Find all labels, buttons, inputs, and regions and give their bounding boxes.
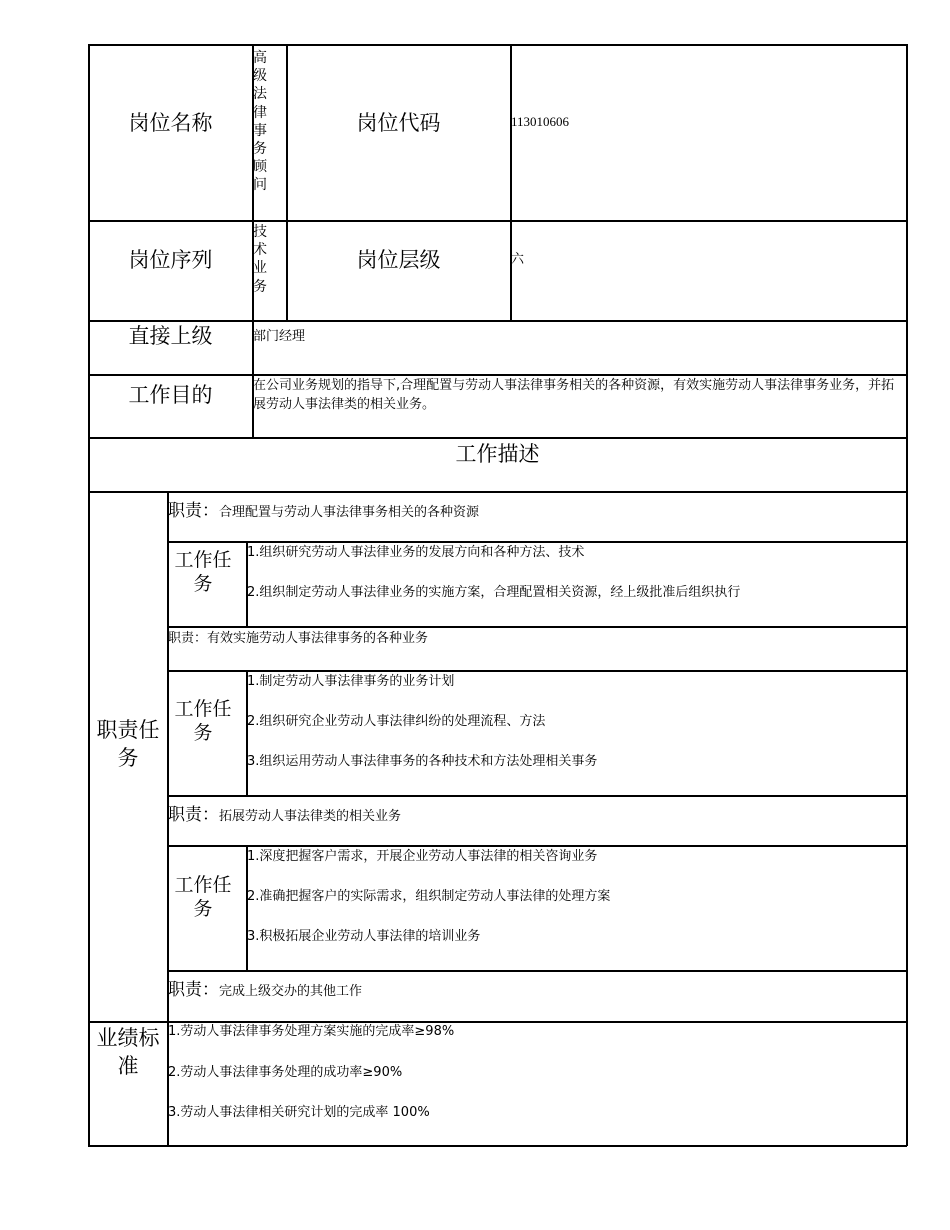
duty-title bbox=[168, 975, 362, 1001]
superior-value: 部门经理 bbox=[253, 329, 306, 344]
position-level-value: 六 bbox=[511, 252, 525, 267]
performance-item: 3.劳动人事法律相关研究计划的完成率 100% bbox=[168, 1105, 430, 1120]
grid-line bbox=[906, 44, 908, 1146]
duty-title bbox=[168, 627, 428, 648]
task-item: 2.组织制定劳动人事法律业务的实施方案，合理配置相关资源，经上级批准后组织执行 bbox=[247, 585, 741, 600]
duty-title bbox=[168, 800, 401, 826]
position-series-label: 岗位序列 bbox=[128, 248, 213, 272]
task-label: 工作任务 bbox=[174, 698, 232, 744]
performance-label: 业绩标准 bbox=[96, 1026, 160, 1078]
task-item: 1.组织研究劳动人事法律业务的发展方向和各种方法、技术 bbox=[247, 545, 585, 560]
duty-text: 合理配置与劳动人事法律事务相关的各种资源 bbox=[219, 505, 480, 520]
duty-prefix: 职责： bbox=[168, 980, 219, 1000]
task-item: 2.组织研究企业劳动人事法律纠纷的处理流程、方法 bbox=[247, 714, 546, 729]
duty-title bbox=[168, 496, 479, 522]
grid-line bbox=[167, 795, 907, 797]
grid-line bbox=[88, 1145, 907, 1147]
position-series-value: 技术业务 bbox=[253, 224, 267, 295]
duty-prefix: 职责： bbox=[168, 805, 219, 825]
grid-line bbox=[167, 970, 907, 972]
duty-prefix: 职责： bbox=[168, 501, 219, 521]
task-item: 2.准确把握客户的实际需求，组织制定劳动人事法律的处理方案 bbox=[247, 889, 611, 904]
purpose-value: 在公司业务规划的指导下,合理配置与劳动人事法律事务相关的各种资源，有效实施劳动人事法律事务业务，并拓展劳动人事法律类的相关业务。 bbox=[253, 378, 895, 412]
performance-item: 2.劳动人事法律事务处理的成功率≥90% bbox=[168, 1065, 403, 1080]
task-item: 1.制定劳动人事法律事务的业务计划 bbox=[247, 674, 455, 689]
position-code-value: 113010606 bbox=[511, 114, 570, 129]
position-name-label: 岗位名称 bbox=[128, 110, 213, 135]
task-label: 工作任务 bbox=[174, 874, 232, 920]
grid-line bbox=[510, 44, 512, 321]
duty-text: 完成上级交办的其他工作 bbox=[219, 984, 363, 999]
duty-text: 拓展劳动人事法律类的相关业务 bbox=[219, 809, 402, 824]
duty-prefix: 职责： bbox=[168, 631, 208, 646]
task-item: 3.积极拓展企业劳动人事法律的培训业务 bbox=[247, 929, 481, 944]
performance-item: 1.劳动人事法律事务处理方案实施的完成率≥98% bbox=[168, 1024, 455, 1039]
position-name-value: 高级法律事务顾问 bbox=[253, 50, 267, 194]
duties-label: 职责任务 bbox=[96, 718, 160, 770]
task-item: 3.组织运用劳动人事法律事务的各种技术和方法处理相关事务 bbox=[247, 754, 598, 769]
task-label: 工作任务 bbox=[174, 549, 232, 595]
duty-text: 有效实施劳动人事法律事务的各种业务 bbox=[207, 631, 429, 646]
position-code-label: 岗位代码 bbox=[356, 110, 441, 135]
purpose-label: 工作目的 bbox=[128, 383, 213, 407]
task-item: 1.深度把握客户需求，开展企业劳动人事法律的相关咨询业务 bbox=[247, 849, 598, 864]
grid-line bbox=[88, 491, 907, 493]
superior-label: 直接上级 bbox=[128, 324, 213, 348]
position-level-label: 岗位层级 bbox=[356, 248, 441, 272]
section-title: 工作描述 bbox=[455, 442, 540, 466]
grid-line bbox=[88, 44, 90, 1146]
